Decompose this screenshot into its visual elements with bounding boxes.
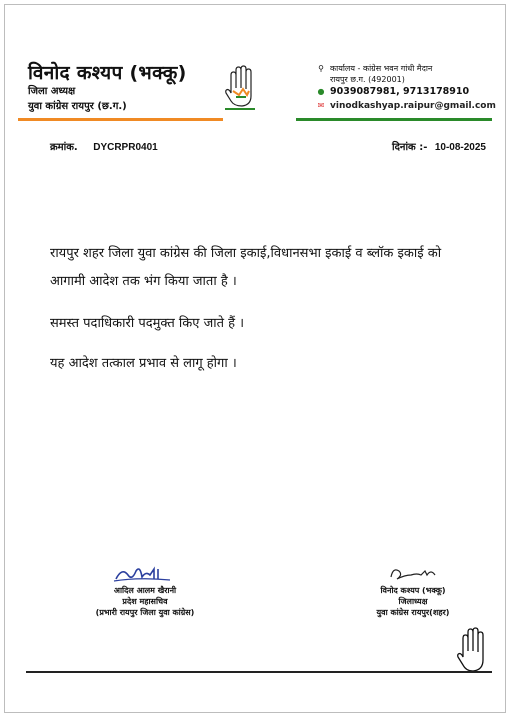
office-line2: रायपुर छ.ग. (492001) bbox=[330, 75, 405, 84]
right-signatory-org: युवा कांग्रेस रायपुर(शहर) bbox=[376, 608, 450, 617]
letterhead-left bbox=[28, 62, 187, 114]
reference-number bbox=[50, 139, 158, 153]
office-line1: कार्यालय - कांग्रेस भवन गांधी मैदान bbox=[330, 64, 433, 73]
president-designation: जिला अध्यक्ष bbox=[28, 86, 76, 97]
footer-hand-icon bbox=[454, 627, 490, 673]
left-signatory-note: (प्रभारी रायपुर जिला युवा कांग्रेस) bbox=[95, 608, 195, 617]
signature-block-left bbox=[70, 563, 220, 618]
congress-hand-icon bbox=[221, 63, 259, 113]
left-signatory-name: आदिल आलम खैरानी bbox=[113, 586, 177, 595]
office-address-line2 bbox=[316, 74, 496, 85]
signature-right bbox=[383, 563, 443, 585]
letter-date bbox=[392, 139, 486, 153]
signature-left bbox=[110, 563, 180, 585]
office-address bbox=[316, 63, 496, 74]
right-signatory-title: जिलाध्यक्ष bbox=[398, 597, 428, 606]
whatsapp-icon: ● bbox=[317, 87, 325, 96]
left-signatory-title: प्रदेश महासचिव bbox=[122, 597, 168, 606]
phone-row bbox=[316, 85, 496, 99]
location-pin-icon: ⚲ bbox=[318, 64, 324, 73]
email-address: vinodkashyap.raipur@gmail.com bbox=[330, 101, 496, 111]
reference-label: क्रमांक. bbox=[50, 142, 78, 153]
phone-numbers: 9039087981, 9713178910 bbox=[330, 86, 470, 97]
date-label: दिनांक :- bbox=[392, 142, 428, 153]
body-paragraph-3: यह आदेश तत्काल प्रभाव से लागू होगा । bbox=[50, 356, 237, 371]
letterhead-contact bbox=[316, 63, 496, 113]
president-name: विनोद कश्यप (भक्कू) bbox=[28, 62, 187, 84]
footer-rule bbox=[26, 671, 492, 673]
body-paragraph-1: रायपुर शहर जिला युवा कांग्रेस की जिला इकाई,विधानसभा इकाई व ब्लॉक इकाई को आगामी आदेश तक भंग किया जाता है । bbox=[50, 246, 442, 289]
date-value: 10-08-2025 bbox=[434, 142, 486, 153]
mail-icon: ✉ bbox=[317, 101, 325, 110]
reference-value: DYCRPR0401 bbox=[93, 142, 158, 153]
header-divider-green bbox=[296, 118, 492, 121]
body-paragraph-2: समस्त पदाधिकारी पदमुक्त किए जाते हैं । bbox=[50, 316, 245, 331]
signature-block-right bbox=[358, 563, 468, 618]
organization-name: युवा कांग्रेस रायपुर (छ.ग.) bbox=[28, 101, 127, 112]
email-row bbox=[316, 99, 496, 113]
letter-body bbox=[50, 240, 480, 378]
header-divider-orange bbox=[18, 118, 223, 121]
right-signatory-name: विनोद कश्यप (भक्कू) bbox=[380, 586, 446, 595]
